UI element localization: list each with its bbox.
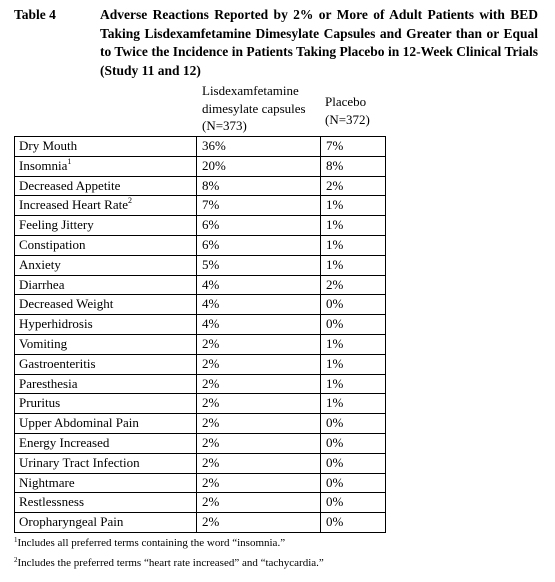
placebo-incidence-cell: 0% [326,454,344,470]
reaction-name: Nightmare [19,474,75,490]
footnote-number: 1 [14,536,18,544]
reaction-name: Pruritus [19,395,61,411]
reaction-name: Diarrhea [19,276,65,292]
drug-incidence-cell: 4% [197,276,321,295]
drug-incidence-cell: 6% [197,216,321,235]
table-row [15,454,385,474]
placebo-incidence-cell: 8% [326,157,344,173]
placebo-incidence-cell: 2% [326,276,344,292]
table-row [15,375,385,395]
reaction-name-cell [15,196,197,215]
table-body [14,137,386,533]
drug-incidence-cell: 2% [197,474,321,493]
footnote-text: Includes all preferred terms containing the word “insomnia.” [17,537,286,549]
header-empty-cell [14,78,196,136]
table-row [15,137,385,157]
reaction-name-cell [15,177,197,196]
placebo-incidence-cell: 0% [326,474,344,490]
reaction-name-cell [15,474,197,493]
placebo-incidence-cell: 0% [326,434,344,450]
reaction-name: Feeling Jittery [19,217,94,233]
reaction-name: Vomiting [19,335,68,351]
drug-incidence-cell: 4% [197,315,321,334]
drug-incidence-cell: 2% [197,454,321,473]
reaction-name-cell [15,137,197,156]
footnote-text: Includes the preferred terms “heart rate increased” and “tachycardia.” [17,557,324,569]
reaction-name-cell [15,276,197,295]
drug-incidence-cell: 4% [197,295,321,314]
table-row [15,315,385,335]
table-caption: Adverse Reactions Reported by 2% or More of Adult Patients with BED Taking Lisdexamfetamine Dimesylate Capsules and Greater than or Equal to Twice the Incidence in Patients Taking Placebo in 12-Week Clinical Trials (Study 11 and 12) [100,7,538,78]
table-row [15,177,385,197]
drug-incidence-cell: 2% [197,355,321,374]
reaction-name: Upper Abdominal Pain [19,415,139,431]
drug-incidence-cell: 2% [197,375,321,394]
drug-incidence-cell: 36% [197,137,321,156]
placebo-incidence-cell: 2% [326,177,344,193]
placebo-incidence-cell: 0% [326,514,344,530]
reaction-name: Paresthesia [19,375,78,391]
drug-incidence-cell: 2% [197,335,321,354]
drug-incidence-cell: 2% [197,394,321,413]
table-row [15,157,385,177]
placebo-incidence-cell: 0% [326,494,344,510]
footnote-marker: 1 [67,156,72,166]
reaction-name: Oropharyngeal Pain [19,514,124,530]
reaction-name-cell [15,256,197,275]
table-row [15,276,385,296]
reaction-name: Hyperhidrosis [19,316,93,332]
drug-incidence-cell: 7% [197,196,321,215]
reaction-name-cell [15,513,197,532]
reaction-name: Anxiety [19,256,61,272]
reaction-name-cell [15,295,197,314]
reaction-name: Energy Increased [19,434,110,450]
placebo-incidence-cell: 7% [326,138,344,153]
table-row [15,513,385,533]
drug-incidence-cell: 2% [197,434,321,453]
reaction-name: Insomnia [19,157,68,173]
footnote-2 [14,556,324,570]
reaction-name-cell [15,355,197,374]
table-row [15,474,385,494]
drug-incidence-cell: 8% [197,177,321,196]
reaction-name: Increased Heart Rate [19,197,128,213]
reaction-name-cell [15,315,197,334]
reaction-name: Urinary Tract Infection [19,454,140,470]
footnote-number: 2 [14,556,18,564]
reaction-name-cell [15,493,197,512]
table-header-row [14,78,386,137]
drug-incidence-cell: 2% [197,493,321,512]
placebo-incidence-cell: 1% [326,355,344,371]
reaction-name-cell [15,394,197,413]
placebo-incidence-cell: 1% [326,335,344,351]
placebo-incidence-cell: 1% [326,236,344,252]
table-row [15,493,385,513]
placebo-incidence-cell: 0% [326,316,344,332]
reaction-name-cell [15,157,197,176]
placebo-incidence-cell: 1% [326,197,344,213]
reaction-name-cell [15,216,197,235]
placebo-incidence-cell: 1% [326,395,344,411]
header-drug-column: Lisdexamfetamine dimesylate capsules (N=373) [202,83,306,133]
table-row [15,256,385,276]
footnote-marker: 2 [128,196,132,206]
adverse-reactions-table [14,78,386,533]
reaction-name-cell [15,454,197,473]
table-row [15,216,385,236]
placebo-incidence-cell: 1% [326,217,344,233]
drug-incidence-cell: 20% [197,157,321,176]
table-row [15,236,385,256]
table-row [15,434,385,454]
reaction-name-cell [15,434,197,453]
reaction-name: Decreased Appetite [19,177,121,193]
table-row [15,335,385,355]
placebo-incidence-cell: 1% [326,375,344,391]
reaction-name: Gastroenteritis [19,355,96,371]
footnote-1 [14,536,285,550]
reaction-name: Decreased Weight [19,296,114,312]
table-row [15,414,385,434]
table-row [15,196,385,216]
table-row [15,295,385,315]
placebo-incidence-cell: 0% [326,296,344,312]
placebo-incidence-cell: 0% [326,415,344,431]
reaction-name: Constipation [19,236,86,252]
reaction-name-cell [15,414,197,433]
header-placebo-column: Placebo (N=372) [325,94,370,127]
drug-incidence-cell: 2% [197,414,321,433]
table-row [15,394,385,414]
reaction-name-cell [15,335,197,354]
reaction-name: Restlessness [19,494,84,510]
reaction-name-cell [15,375,197,394]
reaction-name: Dry Mouth [19,138,78,153]
table-number: Table 4 [14,7,56,22]
placebo-incidence-cell: 1% [326,256,344,272]
table-row [15,355,385,375]
reaction-name-cell [15,236,197,255]
drug-incidence-cell: 5% [197,256,321,275]
drug-incidence-cell: 2% [197,513,321,532]
drug-incidence-cell: 6% [197,236,321,255]
